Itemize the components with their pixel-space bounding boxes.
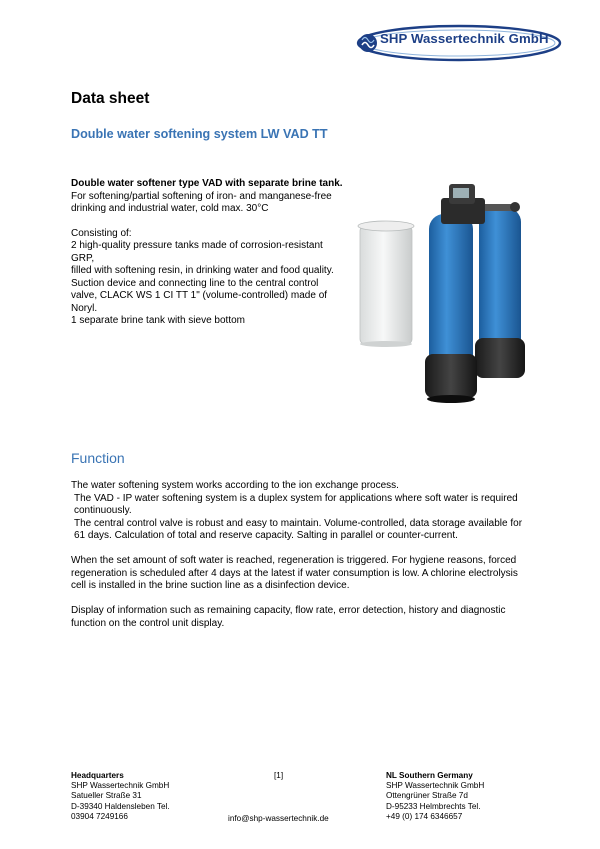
footer-right-street: Ottengrüner Straße 7d xyxy=(386,791,468,801)
lead-paragraph xyxy=(71,178,343,216)
function-paragraph: The water softening system works according to the ion exchange process. xyxy=(71,480,399,491)
footer-right-phone: +49 (0) 174 6346657 xyxy=(386,811,463,821)
footer-branch xyxy=(386,771,484,822)
footer-left-heading: Headquarters xyxy=(71,771,124,780)
function-paragraph: The central control valve is robust and easy to maintain. Volume-controlled, data storage available for 61 days. Calculation of total and reserve capacity. Salting in parallel or counter-current. xyxy=(74,517,523,541)
footer-left-phone: 03904 7249166 xyxy=(71,811,128,821)
product-image xyxy=(355,178,580,410)
footer-right-heading: NL Southern Germany xyxy=(386,771,473,780)
component-item: 2 high-quality pressure tanks made of corrosion-resistant GRP, xyxy=(71,240,323,264)
brine-tank xyxy=(358,221,414,347)
pressure-tank-rear xyxy=(475,208,525,378)
product-title: Double water softening system LW VAD TT xyxy=(71,127,328,141)
function-paragraph: The VAD - IP water softening system is a duplex system for applications where soft water is required continuously. xyxy=(74,492,518,516)
company-logo-text: SHP Wassertechnik GmbH xyxy=(380,31,549,46)
function-heading: Function xyxy=(71,450,125,466)
lead-bold: Double water softener type VAD with separate brine tank. xyxy=(71,178,343,189)
footer-left-city: D-39340 Haldensleben Tel. xyxy=(71,801,170,811)
component-item: Suction device and connecting line to the central control valve, CLACK WS 1 CI TT 1" (volume-controlled) made of Noryl. xyxy=(71,277,328,314)
footer-email[interactable]: info@shp-wassertechnik.de xyxy=(228,814,329,823)
footer-left-street: Satueller Straße 31 xyxy=(71,791,142,801)
footer-left-company: SHP Wassertechnik GmbH xyxy=(71,781,170,791)
consisting-heading: Consisting of: xyxy=(71,227,132,239)
lead-rest: For softening/partial softening of iron- and manganese-free drinking and industrial water, cold max. 30°C xyxy=(71,190,332,214)
function-paragraph: When the set amount of soft water is reached, regeneration is triggered. For hygiene reasons, forced regeneration is scheduled after 4 days at the latest if water consumption is low. A chlorine electrolysis cell is installed in the brine suction line as a disinfection device. xyxy=(71,555,518,591)
function-paragraph: Display of information such as remaining capacity, flow rate, error detection, history and diagnostic function on the control unit display. xyxy=(71,605,506,629)
footer-right-company: SHP Wassertechnik GmbH xyxy=(386,781,485,791)
page-title: Data sheet xyxy=(71,90,150,107)
footer-headquarters xyxy=(71,771,170,822)
function-description xyxy=(71,480,531,630)
page-number: [1] xyxy=(274,771,284,780)
pressure-tank-front xyxy=(425,214,477,403)
product-description xyxy=(71,178,343,328)
component-item: 1 separate brine tank with sieve bottom xyxy=(71,315,245,326)
footer-right-city: D-95233 Helmbrechts Tel. xyxy=(386,801,481,811)
component-item: filled with softening resin, in drinking water and food quality. xyxy=(71,265,334,276)
